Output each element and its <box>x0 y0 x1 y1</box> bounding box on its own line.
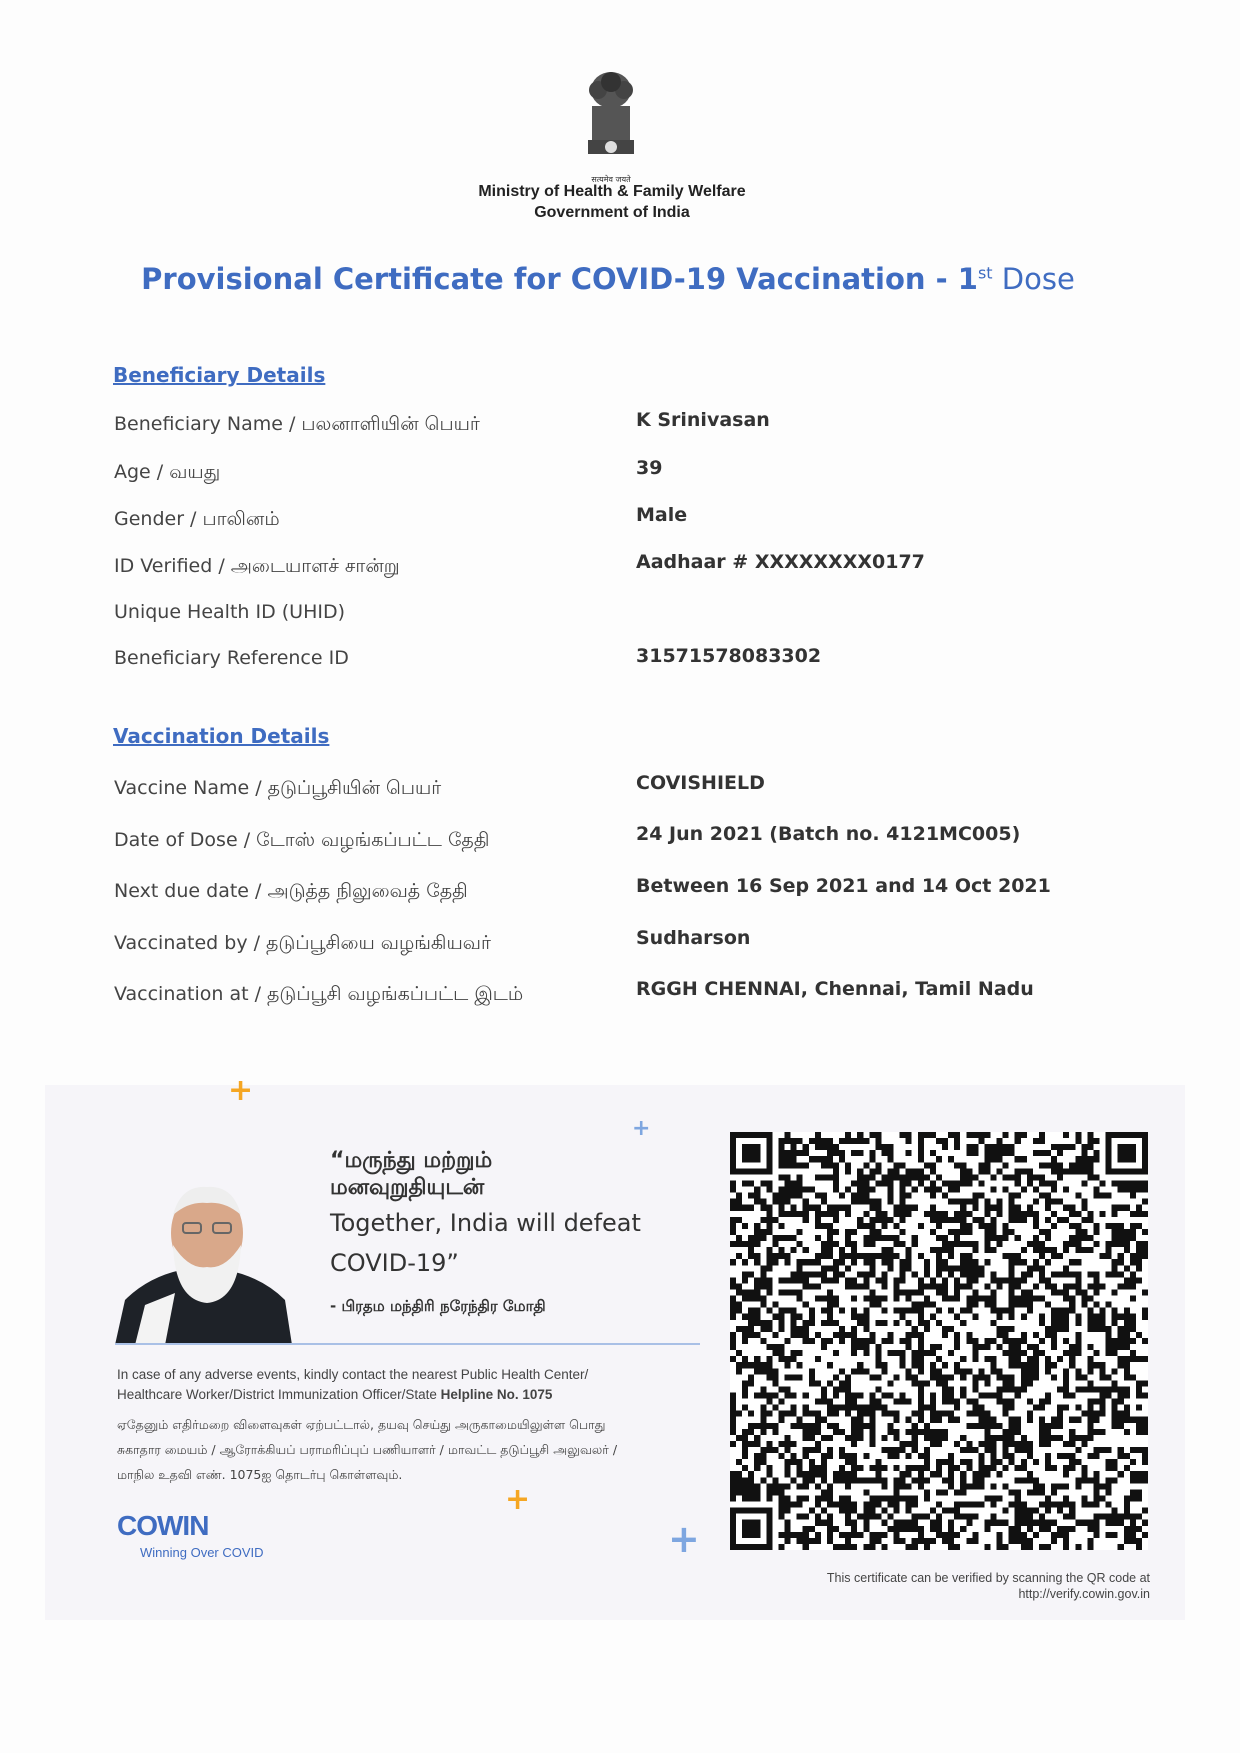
adverse-events-tamil <box>117 1412 617 1487</box>
plus-icon: + <box>632 1116 651 1141</box>
gender-label: Gender / பாலினம் <box>114 508 280 530</box>
cowin-logo: COWIN <box>117 1510 209 1541</box>
ministry-name: Ministry of Health & Family Welfare <box>478 183 746 200</box>
vaccine-name-value: COVISHIELD <box>636 772 765 794</box>
quote-english-line2: COVID-19” <box>330 1249 459 1277</box>
adverse-tamil-line2: சுகாதார மையம் / ஆரோக்கியப் பராமரிப்புப் பணியாளர் / மாவட்ட தடுப்பூசி அலுவலர் / <box>117 1442 618 1457</box>
adverse-line1: In case of any adverse events, kindly contact the nearest Public Health Center/ <box>117 1367 589 1382</box>
qr-code <box>730 1132 1148 1550</box>
adverse-events-english <box>117 1365 588 1405</box>
title-dose: Dose <box>992 262 1075 296</box>
government-name: Government of India <box>534 204 690 221</box>
id-verified-label: ID Verified / அடையாளச் சான்று <box>114 555 400 577</box>
plus-icon: + <box>668 1517 700 1561</box>
verify-url[interactable]: http://verify.cowin.gov.in <box>1018 1587 1150 1601</box>
vaccinated-by-label: Vaccinated by / தடுப்பூசியை வழங்கியவர் <box>114 932 491 954</box>
title-ordinal: st <box>977 263 993 283</box>
vaccinated-by-value: Sudharson <box>636 927 751 949</box>
quote-attribution: - பிரதம மந்திரி நரேந்திர மோதி <box>330 1297 546 1315</box>
id-verified-value: Aadhaar # XXXXXXXX0177 <box>636 551 925 573</box>
gender-value: Male <box>636 504 688 526</box>
quote-english-line1: Together, India will defeat <box>330 1209 641 1237</box>
verify-note <box>700 1570 1150 1602</box>
verify-text: This certificate can be verified by scanning the QR code at <box>826 1571 1150 1585</box>
vaccination-at-label: Vaccination at / தடுப்பூசி வழங்கப்பட்ட இடம் <box>114 983 524 1005</box>
plus-icon: + <box>505 1482 531 1517</box>
quote-tamil-line1: “மருந்து மற்றும் <box>330 1148 493 1173</box>
beneficiary-name-value: K Srinivasan <box>636 409 770 431</box>
plus-icon: + <box>228 1073 254 1108</box>
adverse-tamil-line1: ஏதேனும் எதிர்மறை விளைவுகள் ஏற்பட்டால், தயவு செய்து அருகாமையிலுள்ள பொது <box>117 1417 606 1432</box>
beneficiary-details-heading: Beneficiary Details <box>113 363 326 387</box>
title-text: Provisional Certificate for COVID-19 Vaccination - 1 <box>141 262 978 296</box>
adverse-line2-text: Healthcare Worker/District Immunization Officer/State <box>117 1387 441 1402</box>
prime-minister-photo <box>115 1175 292 1345</box>
cowin-tagline: Winning Over COVID <box>140 1545 264 1560</box>
age-label: Age / வயது <box>114 461 221 483</box>
adverse-line2 <box>117 1385 588 1405</box>
next-due-label: Next due date / அடுத்த நிலுவைத் தேதி <box>114 880 468 902</box>
emblem-motto: सत्यमेव जयते <box>591 175 631 184</box>
next-due-value: Between 16 Sep 2021 and 14 Oct 2021 <box>636 875 1051 897</box>
helpline-number: Helpline No. 1075 <box>440 1387 553 1402</box>
uhid-label: Unique Health ID (UHID) <box>114 601 346 623</box>
reference-id-label: Beneficiary Reference ID <box>114 647 349 669</box>
adverse-tamil-line3: மாநில உதவி எண். 1075ஐ தொடர்பு கொள்ளவும். <box>117 1467 403 1482</box>
divider <box>115 1343 700 1345</box>
vaccine-name-label: Vaccine Name / தடுப்பூசியின் பெயர் <box>114 777 442 799</box>
vaccination-details-heading: Vaccination Details <box>113 724 330 748</box>
national-emblem-icon <box>578 68 644 184</box>
quote-tamil-line2: மனவுறுதியுடன் <box>330 1175 485 1200</box>
reference-id-value: 31571578083302 <box>636 645 822 667</box>
age-value: 39 <box>636 457 663 479</box>
date-of-dose-label: Date of Dose / டோஸ் வழங்கப்பட்ட தேதி <box>114 829 490 851</box>
vaccination-at-value: RGGH CHENNAI, Chennai, Tamil Nadu <box>636 978 1034 1000</box>
certificate-title <box>0 262 1216 296</box>
beneficiary-name-label: Beneficiary Name / பலனாளியின் பெயர் <box>114 413 480 435</box>
date-of-dose-value: 24 Jun 2021 (Batch no. 4121MC005) <box>636 823 1021 845</box>
